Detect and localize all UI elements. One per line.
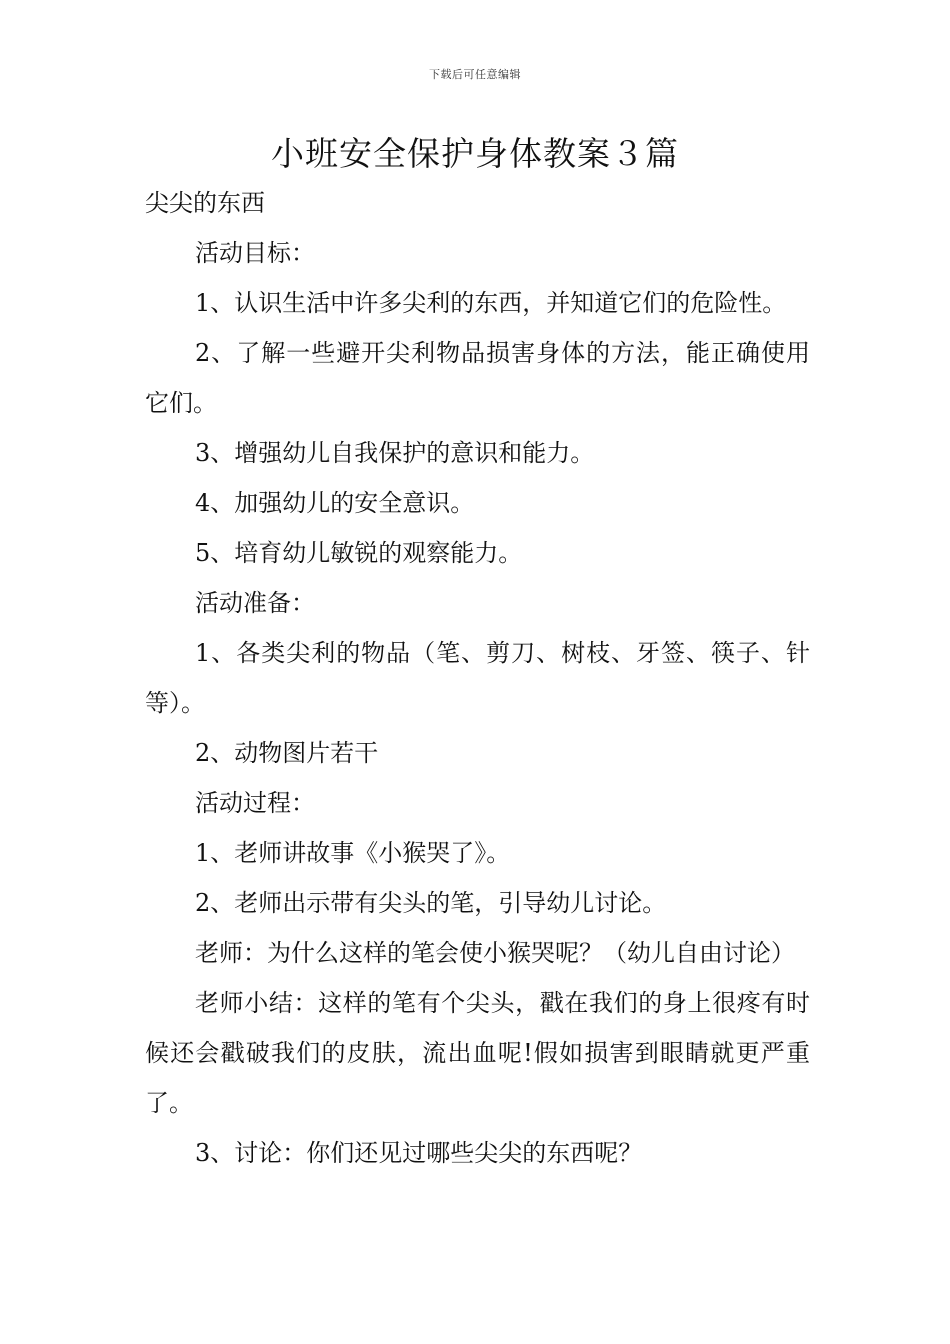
teacher-question: 老师：为什么这样的笔会使小猴哭呢？（幼儿自由讨论） — [195, 939, 795, 967]
process-item-3: 3、讨论：你们还见过哪些尖尖的东西呢？ — [195, 1139, 643, 1167]
goal-item-3: 3、增强幼儿自我保护的意识和能力。 — [195, 439, 595, 467]
section-title: 尖尖的东西 — [145, 189, 265, 217]
document-title: 小班安全保护身体教案３篇 — [271, 134, 679, 173]
process-item-1: 1、老师讲故事《小猴哭了》。 — [195, 839, 511, 867]
goal-heading: 活动目标： — [195, 239, 315, 267]
prep-item-1: 1、各类尖利的物品（笔、剪刀、树枝、牙签、筷子、针等）。 — [145, 639, 810, 717]
teacher-summary: 老师小结：这样的笔有个尖头，戳在我们的身上很疼有时候还会戳破我们的皮肤，流出血呢!假如损害到眼睛就更严重了。 — [145, 989, 810, 1117]
goal-item-5: 5、培育幼儿敏锐的观察能力。 — [195, 539, 523, 567]
goal-item-4: 4、加强幼儿的安全意识。 — [195, 489, 475, 517]
header-note: 下载后可任意编辑 — [429, 68, 521, 81]
goal-item-1: 1、认识生活中许多尖利的东西，并知道它们的危险性。 — [195, 289, 787, 317]
process-heading: 活动过程： — [195, 789, 315, 817]
prep-heading: 活动准备： — [195, 589, 315, 617]
goal-item-2: 2、了解一些避开尖利物品损害身体的方法，能正确使用它们。 — [145, 339, 810, 417]
document-body — [145, 178, 810, 1178]
process-item-2: 2、老师出示带有尖头的笔，引导幼儿讨论。 — [195, 889, 667, 917]
prep-item-2: 2、动物图片若干 — [195, 739, 379, 767]
